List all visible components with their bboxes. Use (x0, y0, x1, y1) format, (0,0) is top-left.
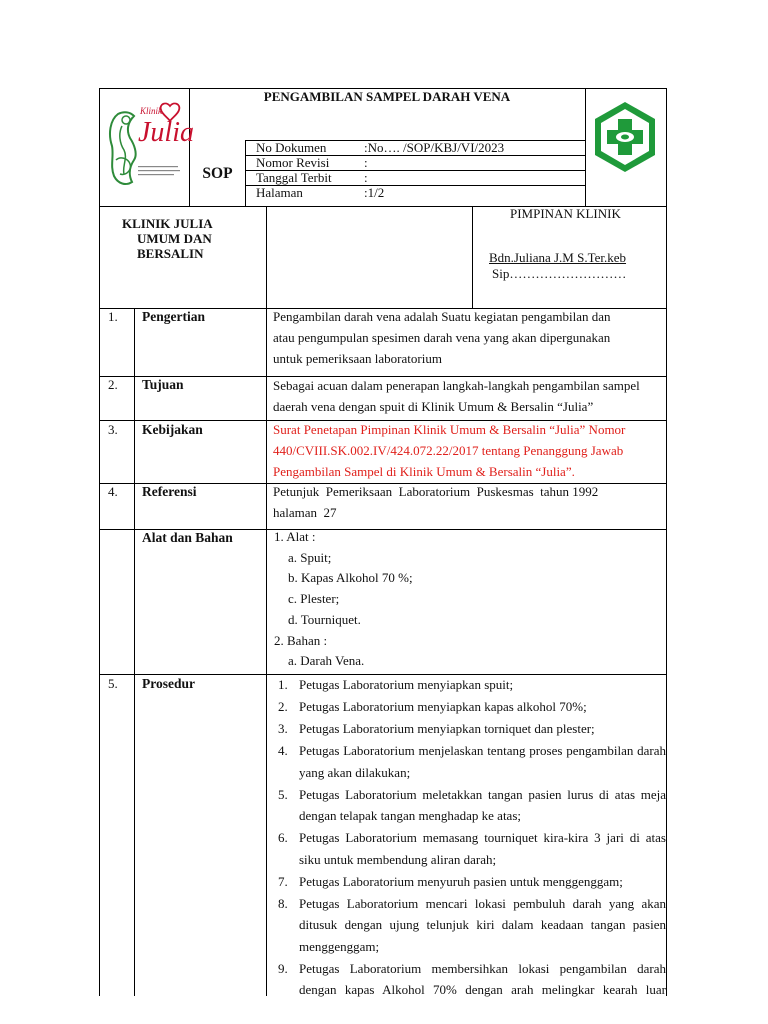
section-number: 5. (108, 676, 118, 691)
text-line: a. Spuit; (288, 549, 332, 565)
tujuan-text (273, 375, 667, 417)
section-number: 4. (108, 484, 118, 499)
clinic-name (100, 216, 266, 261)
section-label-referensi: Referensi (142, 484, 197, 499)
section-number: 1. (108, 309, 118, 324)
clinic-name-line-3: BERSALIN (137, 246, 204, 261)
sop-label: SOP (202, 165, 233, 182)
revision-value: : (364, 155, 368, 170)
clinic-name-line-1: KLINIK JULIA (122, 216, 213, 231)
logo-julia-text: Julia (138, 117, 194, 148)
page-label: Halaman (256, 185, 303, 200)
procedure-step: 5. Petugas Laboratorium meletakkan tangan pasien lurus di atas meja dengan telapak tangan menghadap ke atas; (278, 786, 666, 823)
procedure-list (274, 674, 666, 1001)
procedure-step: 9. Petugas Laboratorium membersihkan lokasi pengambilan darah dengan kapas Alkohol 70% dengan arah melingkar kearah luar (278, 960, 666, 997)
text-line: daerah vena dengan spuit di Klinik Umum & Bersalin “Julia” (273, 399, 594, 414)
section-label-prosedur: Prosedur (142, 676, 195, 691)
issue-date-label: Tanggal Terbit (256, 170, 332, 185)
text-line: Surat Penetapan Pimpinan Klinik Umum & Bersalin “Julia” Nomor (273, 422, 626, 437)
procedure-step: 6. Petugas Laboratorium memasang tourniquet kira-kira 3 jari di atas siku untuk membendung aliran darah; (278, 830, 666, 867)
procedure-step: 8. Petugas Laboratorium mencari lokasi pembuluh darah yang akan ditusuk dengan ujung telunjuk kiri dalam keadaan tangan pasien menggenggam; (278, 895, 666, 954)
text-line: halaman 27 (273, 505, 337, 520)
leader-sip: Sip……………………… (492, 266, 627, 281)
text-line: Pengambilan darah vena adalah Suatu kegiatan pengambilan dan (273, 309, 611, 324)
text-line: d. Tourniquet. (288, 611, 361, 627)
page-value: :1/2 (364, 185, 385, 200)
text-line: 440/CVIII.SK.002.IV/424.072.22/2017 tentang Penanggung Jawab (273, 443, 624, 458)
leader-name: Bdn.Juliana J.M S.Ter.keb (489, 250, 627, 265)
procedure-step: 4. Petugas Laboratorium menjelaskan tentang proses pengambilan darah yang akan dilakukan; (278, 743, 666, 780)
procedure-step: 2. Petugas Laboratorium menyiapkan kapas alkohol 70%; (278, 699, 587, 714)
procedure-step: 3. Petugas Laboratorium menyiapkan torniquet dan plester; (278, 721, 595, 736)
text-line: atau pengumpulan spesimen darah vena yang akan dipergunakan (273, 330, 611, 345)
green-cross-icon (592, 100, 658, 174)
doc-number-label: No Dokumen (256, 140, 327, 155)
alat-text (274, 527, 666, 672)
procedure-step: 1. Petugas Laboratorium menyiapkan spuit; (278, 677, 514, 692)
revision-label: Nomor Revisi (256, 155, 330, 170)
clinic-logo (104, 100, 194, 190)
text-line: untuk pemeriksaan laboratorium (273, 351, 442, 366)
pengertian-text (273, 306, 665, 369)
text-line: 1. Alat : (274, 529, 316, 544)
issue-date-value: : (364, 170, 368, 185)
document-title: PENGAMBILAN SAMPEL DARAH VENA (263, 89, 511, 104)
section-number: 2. (108, 377, 118, 392)
section-label-kebijakan: Kebijakan (142, 422, 203, 437)
text-line: Petunjuk Pemeriksaan Laboratorium Puskesmas tahun 1992 (273, 484, 599, 499)
section-number: 3. (108, 422, 118, 437)
text-line: Pengambilan Sampel di Klinik Umum & Bersalin “Julia”. (273, 464, 575, 479)
procedure-step: 7. Petugas Laboratorium menyuruh pasien untuk menggenggam; (278, 873, 623, 889)
text-line: c. Plester; (288, 591, 340, 607)
text-line: Sebagai acuan dalam penerapan langkah-langkah pengambilan sampel (273, 378, 640, 393)
text-line: a. Darah Vena. (288, 653, 365, 669)
text-line: 2. Bahan : (274, 632, 328, 648)
logo-small-text: Klinik (140, 106, 162, 116)
section-label-alat: Alat dan Bahan (142, 530, 233, 545)
referensi-text (273, 481, 667, 523)
text-line: b. Kapas Alkohol 70 %; (288, 570, 413, 586)
section-label-tujuan: Tujuan (142, 377, 184, 392)
clinic-name-line-2: UMUM DAN (137, 231, 212, 246)
health-emblem (592, 100, 658, 174)
leader-title: PIMPINAN KLINIK (510, 206, 621, 221)
doc-number-value: :No…. /SOP/KBJ/VI/2023 (364, 140, 505, 155)
section-label-pengertian: Pengertian (142, 309, 205, 324)
kebijakan-text (273, 419, 667, 482)
